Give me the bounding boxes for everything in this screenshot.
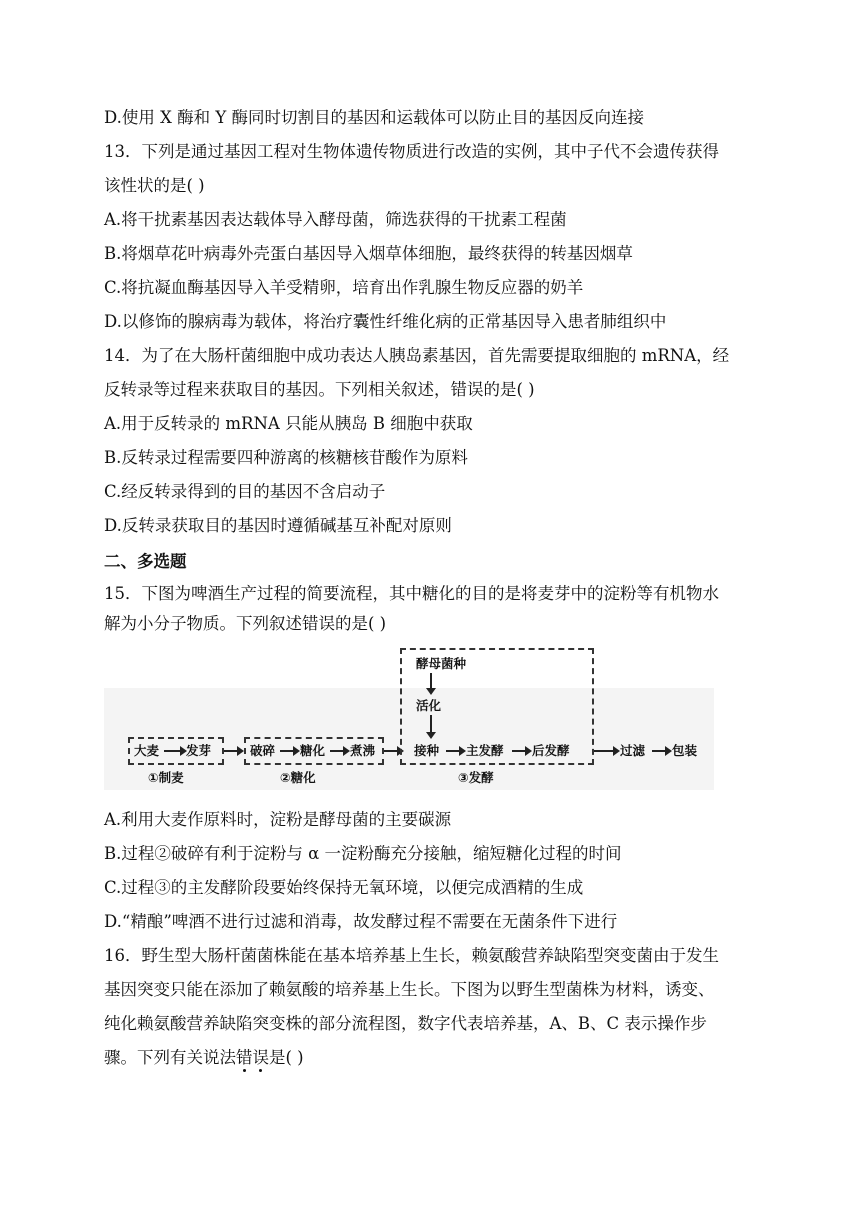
arrow (164, 750, 181, 752)
q16-stem-line4 (104, 1044, 304, 1068)
arrow (652, 750, 666, 752)
q14-option-a: A.用于反转录的 mRNA 只能从胰岛 B 细胞中获取 (104, 414, 473, 433)
q14-stem-line2: 反转录等过程来获取目的基因。下列相关叙述，错误的是( ) (104, 380, 535, 399)
q15-option-c: C.过程③的主发酵阶段要始终保持无氧环境，以便完成酒精的生成 (104, 878, 584, 897)
node-boil: 煮沸 (350, 743, 376, 758)
arrow (446, 750, 460, 752)
node-package: 包装 (672, 743, 698, 758)
arrow (384, 750, 398, 752)
node-saccharify: 糖化 (300, 743, 326, 758)
label-saccharify: ②糖化 (280, 770, 316, 785)
node-inoculate: 接种 (414, 743, 440, 758)
q16-text-pre: 骤。下列有关说法 (104, 1048, 236, 1067)
arrow (594, 750, 614, 752)
node-crush: 破碎 (250, 743, 276, 758)
label-malting: ①制麦 (148, 770, 184, 785)
node-barley: 大麦 (134, 743, 160, 758)
arrow-down (430, 673, 432, 689)
q13-stem-line2: 该性状的是( ) (104, 176, 205, 195)
q15-option-a: A.利用大麦作原料时，淀粉是酵母菌的主要碳源 (104, 810, 452, 829)
node-germinate: 发芽 (186, 743, 212, 758)
arrow-down (430, 715, 432, 733)
q13-stem-line1: 13．下列是通过基因工程对生物体遗传物质进行改造的实例，其中子代不会遗传获得 (104, 142, 719, 161)
q16-text-post: 是( ) (269, 1048, 304, 1067)
q16-stem-line2: 基因突变只能在添加了赖氨酸的培养基上生长。下图为以野生型菌株为材料，诱变、 (104, 980, 715, 999)
node-main-ferment: 主发酵 (466, 743, 504, 758)
arrow (224, 750, 238, 752)
label-fermentation: ③发酵 (458, 770, 494, 785)
node-activate: 活化 (416, 698, 442, 713)
section-title: 二、多选题 (104, 552, 187, 571)
node-post-ferment: 后发酵 (532, 743, 570, 758)
q15-stem-line2: 解为小分子物质。下列叙述错误的是( ) (104, 614, 387, 633)
arrow (512, 750, 526, 752)
node-yeast-strain: 酵母菌种 (416, 656, 467, 671)
q15-option-b: B.过程②破碎有利于淀粉与 α 一淀粉酶充分接触，缩短糖化过程的时间 (104, 844, 622, 863)
arrow (280, 750, 294, 752)
node-filter: 过滤 (620, 743, 646, 758)
q14-option-d: D.反转录获取目的基因时遵循碱基互补配对原则 (104, 516, 452, 535)
q14-stem-line1: 14．为了在大肠杆菌细胞中成功表达人胰岛素基因，首先需要提取细胞的 mRNA，经 (104, 346, 730, 365)
q15-option-d: D.“精酿”啤酒不进行过滤和消毒，故发酵过程不需要在无菌条件下进行 (104, 912, 618, 931)
q12-option-d: D.使用 X 酶和 Y 酶同时切割目的基因和运载体可以防止目的基因反向连接 (104, 108, 645, 127)
beer-process-diagram (104, 640, 724, 790)
q13-option-c: C.将抗凝血酶基因导入羊受精卵，培育出作乳腺生物反应器的奶羊 (104, 278, 584, 297)
q13-option-b: B.将烟草花叶病毒外壳蛋白基因导入烟草体细胞，最终获得的转基因烟草 (104, 244, 633, 263)
q16-stem-line3: 纯化赖氨酸营养缺陷突变株的部分流程图，数字代表培养基，A、B、C 表示操作步 (104, 1014, 707, 1033)
arrow (330, 750, 344, 752)
q16-stem-line1: 16．野生型大肠杆菌菌株能在基本培养基上生长，赖氨酸营养缺陷型突变菌由于发生 (104, 946, 719, 965)
q15-stem-line1: 15．下图为啤酒生产过程的简要流程，其中糖化的目的是将麦芽中的淀粉等有机物水 (104, 584, 719, 603)
emphasis-char: 错 (236, 1048, 253, 1067)
emphasis-char: 误 (252, 1048, 269, 1067)
q13-option-d: D.以修饰的腺病毒为载体，将治疗囊性纤维化病的正常基因导入患者肺组织中 (104, 312, 667, 331)
q14-option-b: B.反转录过程需要四种游离的核糖核苷酸作为原料 (104, 448, 468, 467)
q13-option-a: A.将干扰素基因表达载体导入酵母菌，筛选获得的干扰素工程菌 (104, 210, 567, 229)
q14-option-c: C.经反转录得到的目的基因不含启动子 (104, 482, 386, 501)
